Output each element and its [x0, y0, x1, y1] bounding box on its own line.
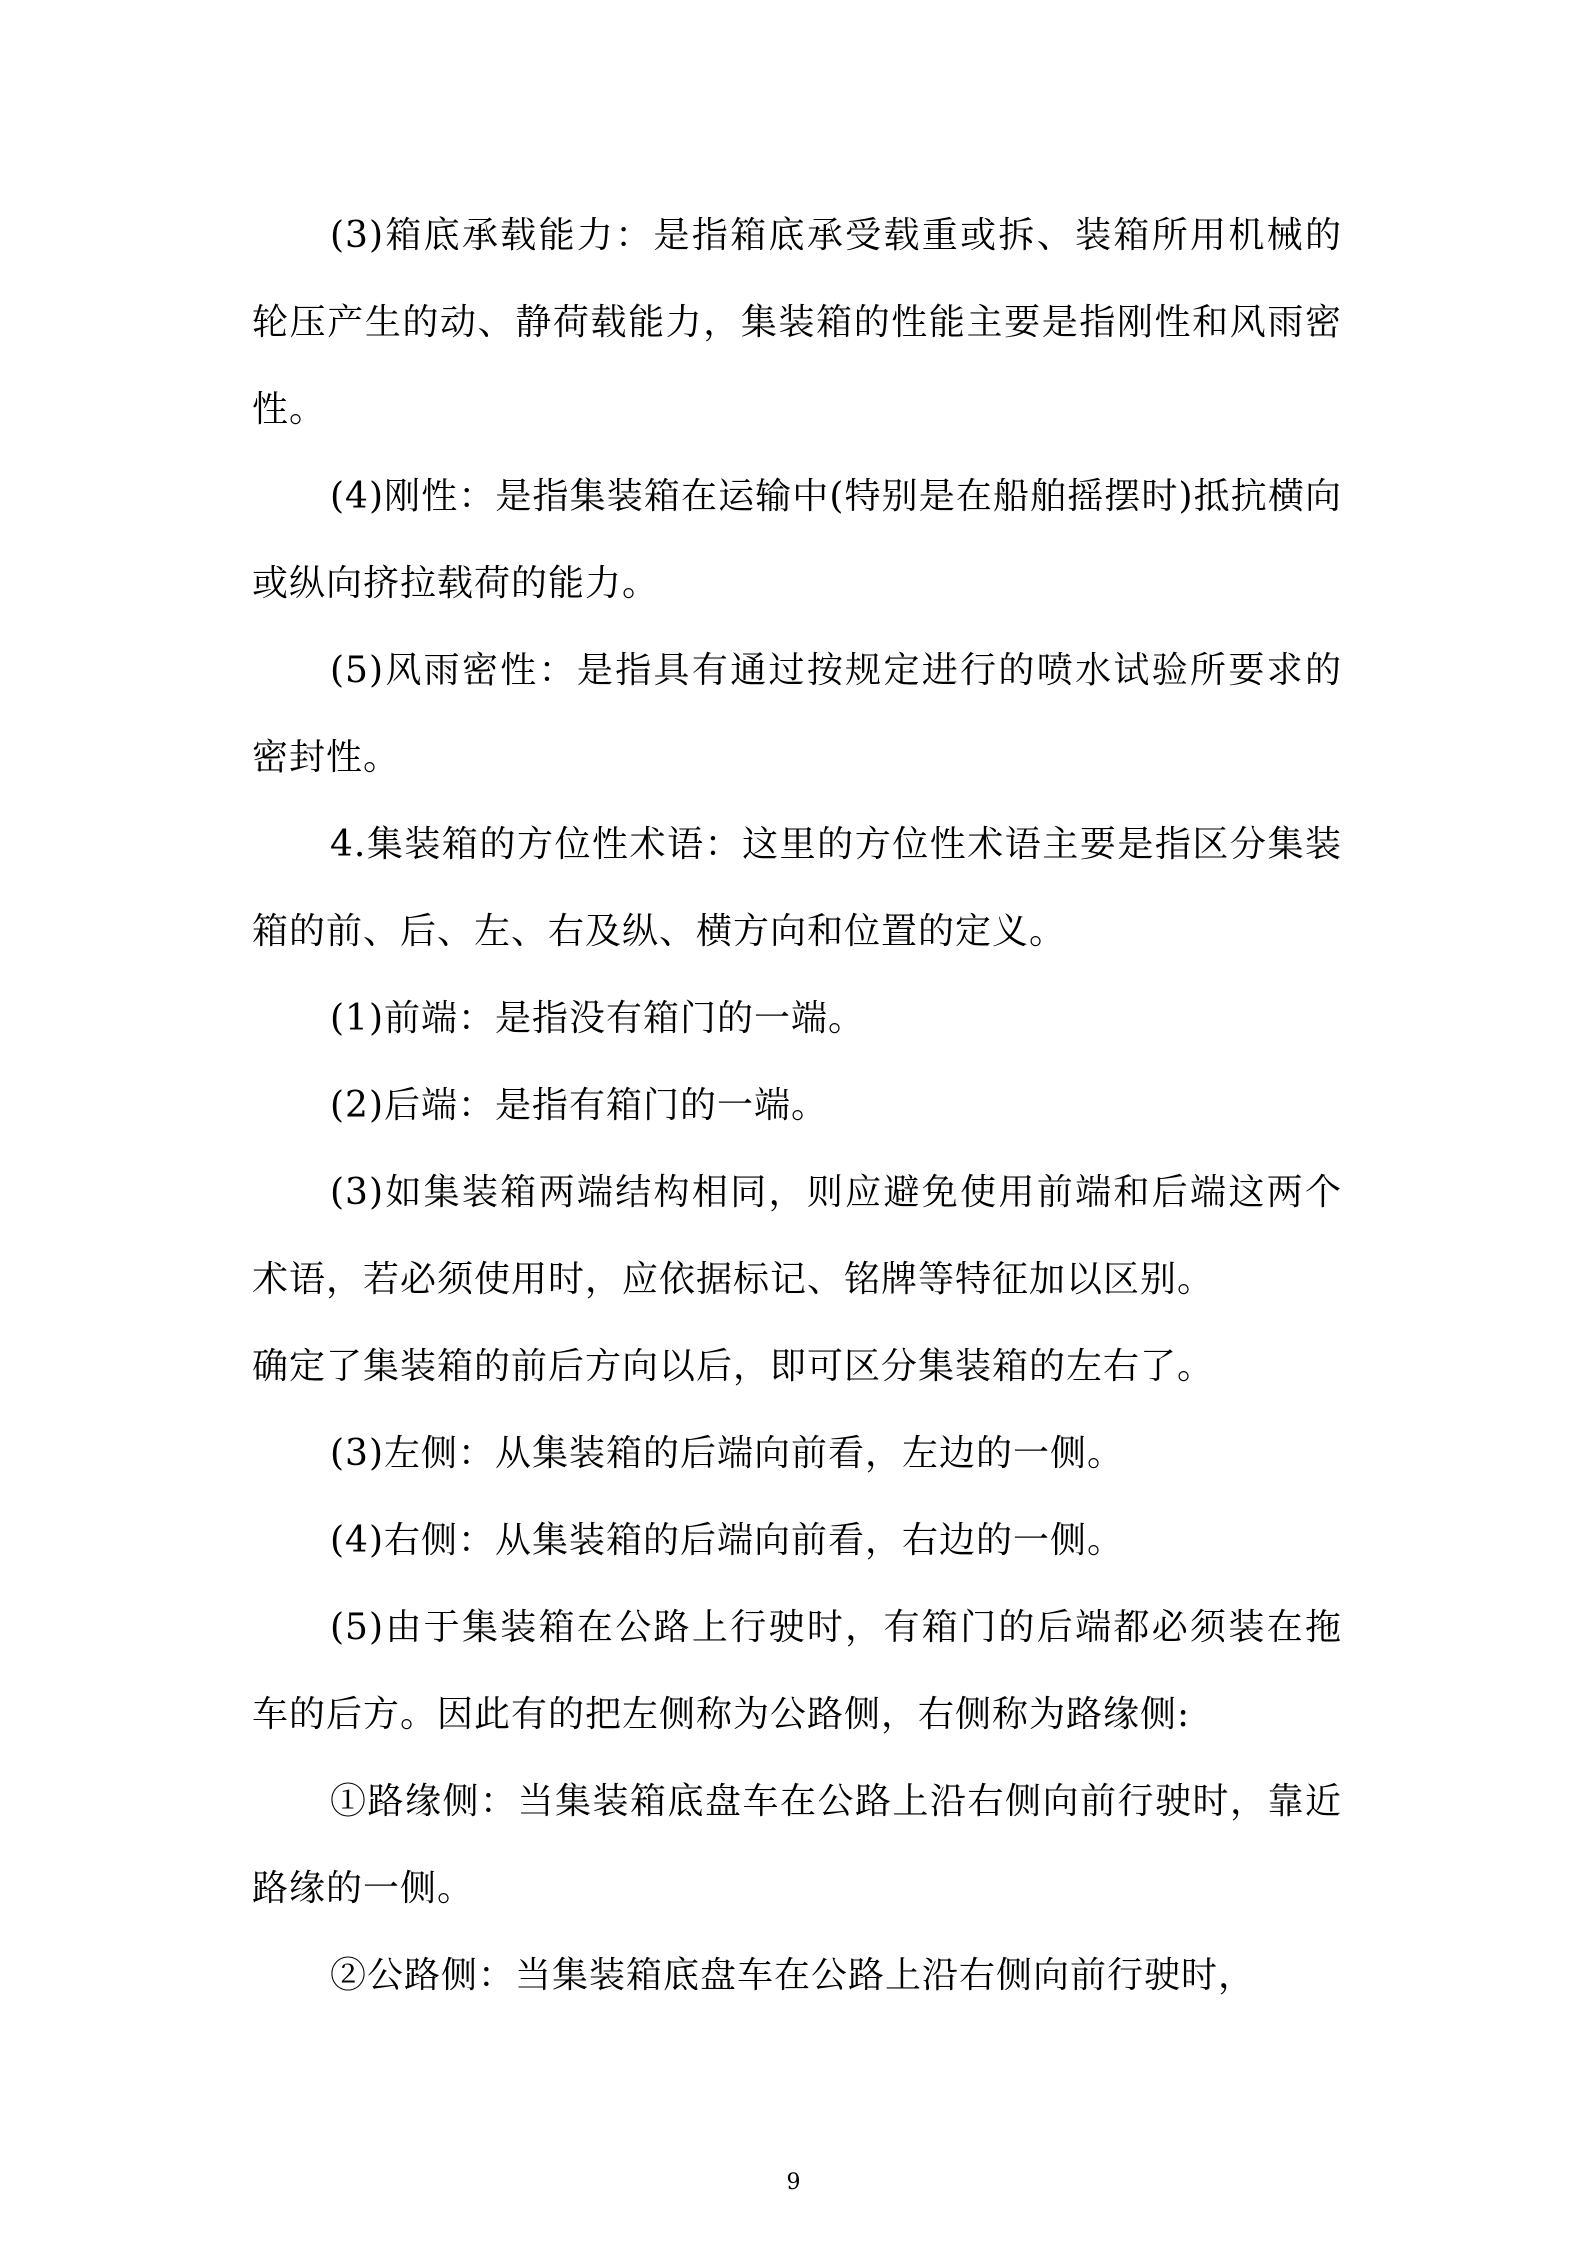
paragraph-road-travel: (5)由于集装箱在公路上行驶时，有箱门的后端都必须装在拖车的后方。因此有的把左侧称为公路侧，右侧称为路缘侧:: [252, 1607, 1342, 1735]
document-body: [252, 192, 1342, 2019]
paragraph-left-right: 确定了集装箱的前后方向以后，即可区分集装箱的左右了。: [252, 1346, 1215, 1387]
paragraph-orientation-terms: 4.集装箱的方位性术语：这里的方位性术语主要是指区分集装箱的前、后、左、右及纵、横方向和位置的定义。: [252, 824, 1342, 952]
paragraph-load-capacity: (3)箱底承载能力：是指箱底承受载重或拆、装箱所用机械的轮压产生的动、静荷载能力，集装箱的性能主要是指刚性和风雨密性。: [252, 215, 1342, 430]
paragraph-curb-side: ①路缘侧：当集装箱底盘车在公路上沿右侧向前行驶时，靠近路缘的一侧。: [252, 1781, 1342, 1909]
paragraph-left-side: (3)左侧：从集装箱的后端向前看，左边的一侧。: [330, 1433, 1124, 1474]
paragraph-front-end: (1)前端：是指没有箱门的一端。: [330, 998, 865, 1039]
paragraph-right-side: (4)右侧：从集装箱的后端向前看，右边的一侧。: [330, 1520, 1124, 1561]
page-number: 9: [786, 2170, 801, 2195]
paragraph-rear-end: (2)后端：是指有箱门的一端。: [330, 1085, 828, 1126]
paragraph-road-side: ②公路侧：当集装箱底盘车在公路上沿右侧向前行驶时，: [330, 1955, 1256, 1996]
paragraph-weathertightness: (5)风雨密性：是指具有通过按规定进行的喷水试验所要求的密封性。: [252, 650, 1342, 778]
paragraph-rigidity: (4)刚性：是指集装箱在运输中(特别是在船舶摇摆时)抵抗横向或纵向挤拉载荷的能力。: [252, 476, 1342, 604]
paragraph-identical-ends: (3)如集装箱两端结构相同，则应避免使用前端和后端这两个术语，若必须使用时，应依据标记、铭牌等特征加以区别。: [252, 1172, 1342, 1300]
